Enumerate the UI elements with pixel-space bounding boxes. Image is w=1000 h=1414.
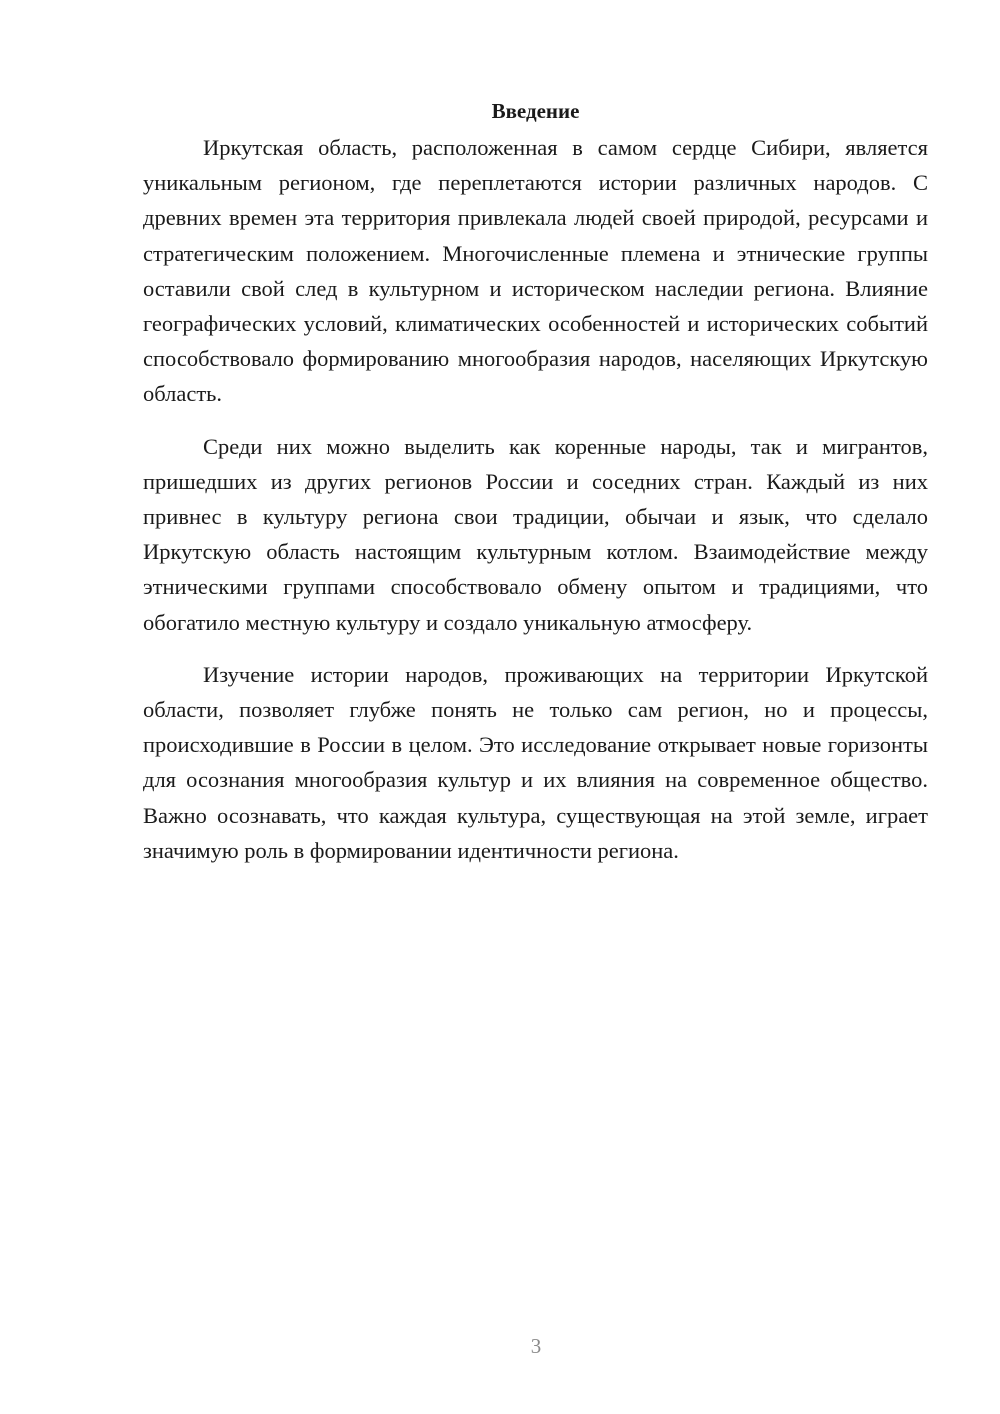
section-title: Введение bbox=[491, 99, 580, 123]
paragraph-3: Изучение истории народов, проживающих на территории Иркутской области, позволяет глубже понять не только сам регион, но и процессы, происходившие в России в целом. Это исследование открывает новые горизонты для осознания многообразия культур и их влияния на современное общество. Важно осознавать, что каждая культура, существующая на этой земле, играет значимую роль в формировании идентичности региона. bbox=[143, 661, 928, 863]
paragraph-2: Среди них можно выделить как коренные народы, так и мигрантов, пришедших из других регионов России и соседних стран. Каждый из них привнес в культуру региона свои традиции, обычаи и язык, что сделало Иркутскую область настоящим культурным котлом. Взаимодействие между этническими группами способствовало обмену опытом и традициями, что обогатило местную культуру и создало уникальную атмосферу. bbox=[143, 433, 928, 635]
page-number: 3 bbox=[530, 1334, 542, 1358]
paragraph-1: Иркутская область, расположенная в самом сердце Сибири, является уникальным регионом, где переплетаются истории различных народов. С древних времен эта территория привлекала людей своей природой, ресурсами и стратегическим положением. Многочисленные племена и этнические группы оставили свой след в культурном и историческом наследии региона. Влияние географических условий, климатических особенностей и исторических событий способствовало формированию многообразия народов, населяющих Иркутскую область. bbox=[143, 135, 928, 407]
page-content bbox=[143, 95, 928, 885]
